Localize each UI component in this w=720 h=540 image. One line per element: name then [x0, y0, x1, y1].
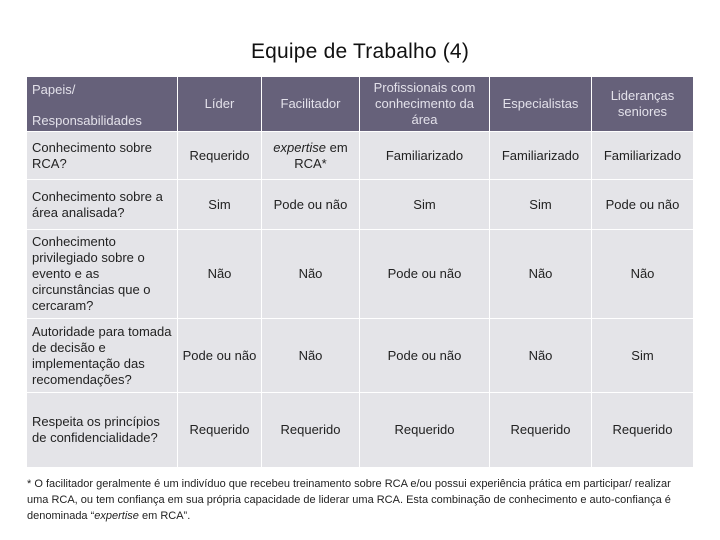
roles-table: [27, 77, 694, 468]
table-cell: Sim: [178, 180, 262, 230]
header-facilitator: Facilitador: [262, 77, 360, 132]
header-roles: [27, 77, 178, 132]
table-row: [27, 319, 694, 393]
header-area-professionals: Profissionais com conhecimento da área: [360, 77, 490, 132]
table-cell: Requerido: [178, 132, 262, 180]
table-cell: Não: [490, 230, 592, 319]
table-cell: Pode ou não: [360, 230, 490, 319]
row-label: Conhecimento privilegiado sobre o evento e as circunstâncias que o cercaram?: [27, 230, 178, 319]
table-cell-facilitator: [262, 132, 360, 180]
table-cell: Familiarizado: [360, 132, 490, 180]
header-roles-line1: Papeis/: [32, 82, 76, 97]
row-label: Respeita os princípios de confidencialidade?: [27, 393, 178, 468]
table-cell: Não: [262, 230, 360, 319]
row-label: Conhecimento sobre RCA?: [27, 132, 178, 180]
table-cell: Sim: [490, 180, 592, 230]
table-cell: Sim: [592, 319, 694, 393]
table-cell: Pode ou não: [178, 319, 262, 393]
page-title: Equipe de Trabalho (4): [250, 40, 470, 63]
table-cell: Pode ou não: [262, 180, 360, 230]
table-cell: Pode ou não: [592, 180, 694, 230]
table-cell: Requerido: [490, 393, 592, 468]
footnote: [27, 476, 687, 524]
header-senior-leadership: Lideranças seniores: [592, 77, 694, 132]
table-row: [27, 132, 694, 180]
table-cell: Não: [262, 319, 360, 393]
table-cell: Sim: [360, 180, 490, 230]
header-specialists: Especialistas: [490, 77, 592, 132]
footnote-end: em RCA”.: [138, 510, 191, 522]
table-cell: Familiarizado: [490, 132, 592, 180]
table-cell: Não: [592, 230, 694, 319]
table-cell: Requerido: [592, 393, 694, 468]
row-label: Autoridade para tomada de decisão e implementação das recomendações?: [27, 319, 178, 393]
table-cell: Requerido: [178, 393, 262, 468]
table-header-row: [27, 77, 694, 132]
table-cell: Pode ou não: [360, 319, 490, 393]
table-cell: Não: [178, 230, 262, 319]
header-leader: Líder: [178, 77, 262, 132]
table-cell: Familiarizado: [592, 132, 694, 180]
table-row: [27, 180, 694, 230]
footnote-text: * O facilitador geralmente é um indivíduo que recebeu treinamento sobre RCA e/ou possui experiência prática em participar/ realizar uma RCA, ou tem confiança em sua própria capacidade de liderar uma RCA. Esta combinação de conhecimento e auto-confiança é denominada “: [27, 478, 671, 522]
table-cell: Requerido: [360, 393, 490, 468]
table-cell: Requerido: [262, 393, 360, 468]
table-cell: Não: [490, 319, 592, 393]
table-row: [27, 230, 694, 319]
row-label: Conhecimento sobre a área analisada?: [27, 180, 178, 230]
table-row: [27, 393, 694, 468]
expertise-text: expertise: [273, 139, 327, 155]
facilitator-rest-text: em RCA*: [294, 139, 348, 171]
footnote-expertise: expertise: [94, 510, 139, 522]
header-roles-line2: Responsabilidades: [32, 113, 142, 128]
